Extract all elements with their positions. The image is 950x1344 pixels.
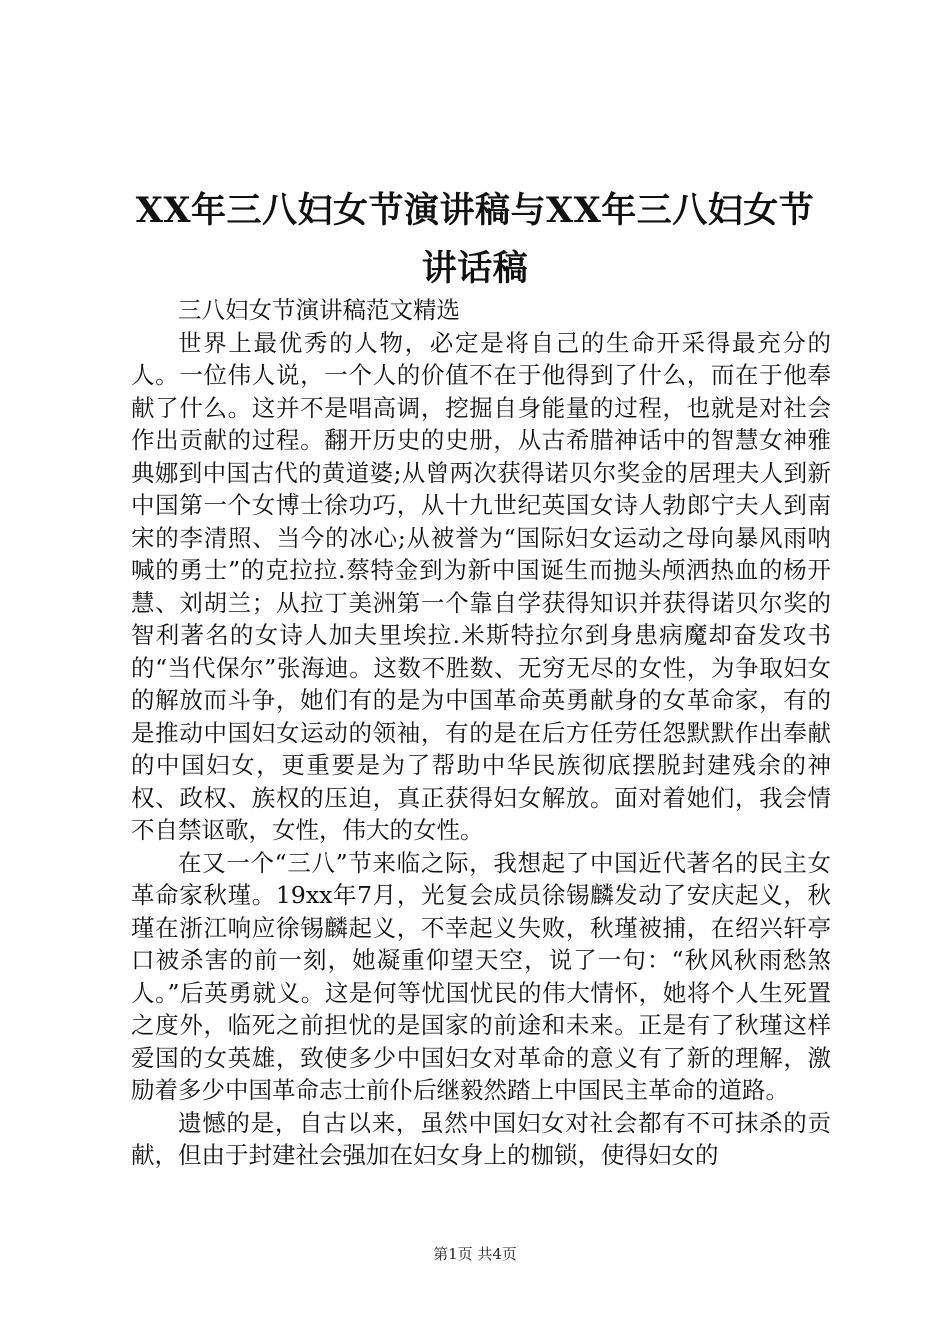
section-heading: 三八妇女节演讲稿范文精选	[178, 296, 460, 324]
document-body	[131, 294, 831, 1172]
body-paragraph: 世界上最优秀的人物，必定是将自己的生命开采得最充分的人。一位伟人说，一个人的价值不在于他得到了什么，而在于他奉献了什么。这并不是唱高调，挖掘自身能量的过程，也就是对社会作出贡献的过程。翻开历史的史册，从古希腊神话中的智慧女神雅典娜到中国古代的黄道婆;从曾两次获得诺贝尔奖金的居理夫人到新中国第一个女博士徐功巧，从十九世纪英国女诗人勃郎宁夫人到南宋的李清照、当今的冰心;从被誉为“国际妇女运动之母向暴风雨呐喊的勇士”的克拉拉.蔡特金到为新中国诞生而抛头颅洒热血的杨开慧、刘胡兰；从拉丁美洲第一个靠自学获得知识并获得诺贝尔奖的智利著名的女诗人加夫里埃拉.米斯特拉尔到身患病魔却奋发攻书的“当代保尔”张海迪。这数不胜数、无穷无尽的女性，为争取妇女的解放而斗争，她们有的是为中国革命英勇献身的女革命家，有的是推动中国妇女运动的领袖，有的是在后方任劳任怨默默作出奉献的中国妇女，更重要是为了帮助中华民族彻底摆脱封建残余的神权、政权、族权的压迫，真正获得妇女解放。面对着她们，我会情不自禁讴歌，女性，伟大的女性。	[131, 328, 831, 844]
body-paragraph: 遗憾的是，自古以来，虽然中国妇女对社会都有不可抹杀的贡献，但由于封建社会强加在妇女身上的枷锁，使得妇女的	[131, 1108, 831, 1169]
body-paragraph: 在又一个“三八”节来临之际，我想起了中国近代著名的民主女革命家秋瑾。19xx年7月，光复会成员徐锡麟发动了安庆起义，秋瑾在浙江响应徐锡麟起义，不幸起义失败，秋瑾被捕，在绍兴轩亭口被杀害的前一刻，她凝重仰望天空，说了一句：“秋风秋雨愁煞人。”后英勇就义。这是何等忧国忧民的伟大情怀，她将个人生死置之度外，临死之前担忧的是国家的前途和未来。正是有了秋瑾这样爱国的女英雄，致使多少中国妇女对革命的意义有了新的理解，激励着多少中国革命志士前仆后继毅然踏上中国民主革命的道路。	[131, 848, 831, 1104]
document-title: XX年三八妇女节演讲稿与XX年三八妇女节讲话稿	[135, 190, 815, 289]
page-number-footer: 第1页 共4页	[433, 1245, 517, 1263]
